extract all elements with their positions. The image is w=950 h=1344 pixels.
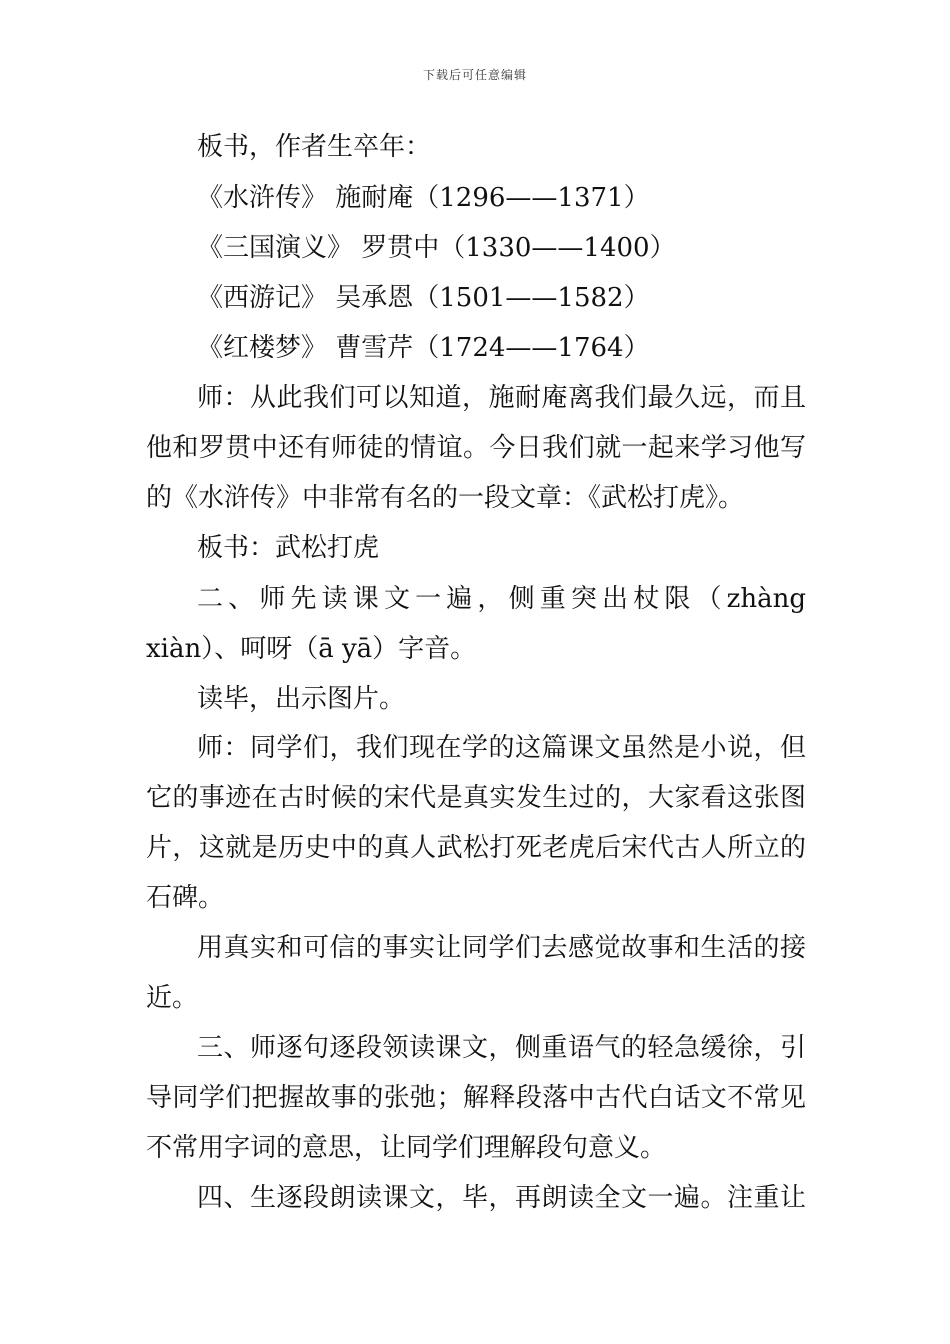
text-line: 《水浒传》 施耐庵（1296——1371） bbox=[197, 183, 650, 213]
text-line: 近。 bbox=[146, 983, 199, 1013]
text-line: 板书，作者生卒年： bbox=[197, 132, 432, 162]
text-line: 《西游记》 吴承恩（1501——1582） bbox=[197, 283, 650, 313]
text-line: 用真实和可信的事实让同学们去感觉故事和生活的接 bbox=[197, 933, 806, 963]
text-line: 四、生逐段朗读课文，毕，再朗读全文一遍。注重让 bbox=[197, 1183, 806, 1213]
text-line: xiàn）、呵呀（ā yā）字音。 bbox=[146, 634, 477, 664]
text-line: 三、师逐句逐段领读课文，侧重语气的轻急缓徐，引 bbox=[197, 1033, 806, 1063]
page-header: 下载后可任意编辑 bbox=[422, 68, 527, 82]
text-line: 师：同学们，我们现在学的这篇课文虽然是小说，但 bbox=[197, 733, 806, 763]
text-line: 板书：武松打虎 bbox=[197, 533, 380, 563]
text-line: 二、师先读课文一遍，侧重突出杖限（zhàng bbox=[197, 584, 806, 614]
text-line: 导同学们把握故事的张弛；解释段落中古代白话文不常见 bbox=[146, 1083, 806, 1113]
text-line: 的《水浒传》中非常有名的一段文章：《武松打虎》。 bbox=[146, 483, 745, 513]
text-line: 《三国演义》 罗贯中（1330——1400） bbox=[197, 233, 676, 263]
text-line: 不常用字词的意思，让同学们理解段句意义。 bbox=[146, 1133, 667, 1163]
text-line: 《红楼梦》 曹雪芹（1724——1764） bbox=[197, 333, 650, 363]
text-line: 石碑。 bbox=[146, 883, 225, 913]
text-line: 片，这就是历史中的真人武松打死老虎后宋代古人所立的 bbox=[146, 833, 806, 863]
text-line: 师：从此我们可以知道，施耐庵离我们最久远，而且 bbox=[197, 383, 806, 413]
text-line: 它的事迹在古时候的宋代是真实发生过的，大家看这张图 bbox=[146, 783, 806, 813]
text-line: 读毕，出示图片。 bbox=[197, 684, 406, 714]
text-line: 他和罗贯中还有师徒的情谊。今日我们就一起来学习他写 bbox=[146, 433, 806, 463]
